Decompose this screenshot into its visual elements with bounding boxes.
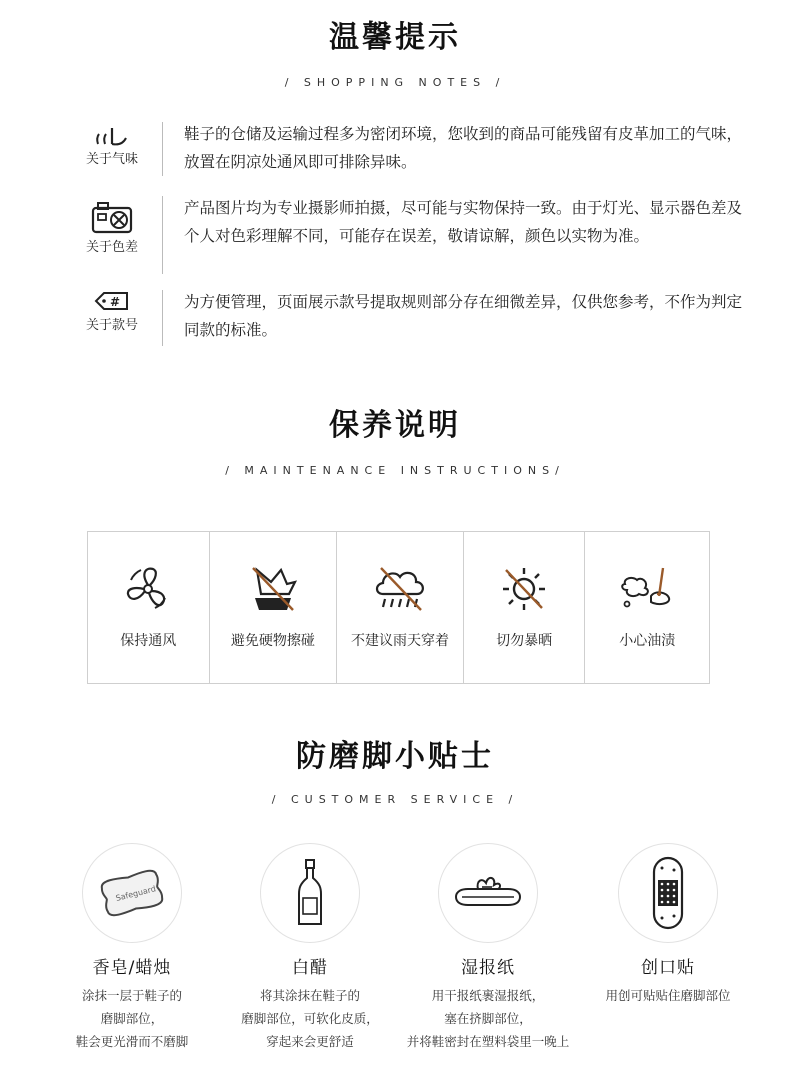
tip-icon-circle xyxy=(438,843,538,943)
svg-text:#: # xyxy=(110,295,121,309)
maintenance-label: 小心油渍 xyxy=(619,633,676,649)
tip-desc: 将其涂抹在鞋子的 磨脚部位，可软化皮质， 穿起来会更舒适 xyxy=(241,988,379,1049)
smell-icon: 关于气味 xyxy=(72,124,152,167)
maintenance-item xyxy=(464,532,586,683)
tip-wet-paper xyxy=(398,843,578,1053)
note-divider xyxy=(162,196,163,274)
shopping-title: 温馨提示 xyxy=(329,20,461,55)
tip-desc: 用创可贴贴住磨脚部位 xyxy=(605,988,731,1003)
tip-soap xyxy=(42,843,222,1053)
tip-icon-circle xyxy=(82,843,182,943)
maintenance-label: 避免硬物擦碰 xyxy=(230,633,315,649)
vinegar-bottle-icon xyxy=(295,858,325,928)
maintenance-label: 保持通风 xyxy=(120,633,177,649)
maintenance-label: 切勿暴晒 xyxy=(496,633,553,649)
camera-icon: 关于色差 xyxy=(72,200,152,255)
tag-icon: # 关于款号 xyxy=(85,295,138,333)
maintenance-subtitle: / MAINTENANCE INSTRUCTIONS/ xyxy=(225,464,565,477)
svg-text:Safeguard: Safeguard xyxy=(114,884,157,903)
oil-stain-icon xyxy=(617,564,677,614)
no-hard-object-icon xyxy=(247,564,299,614)
tip-desc: 涂抹一层于鞋子的 磨脚部位， 鞋会更光滑而不磨脚 xyxy=(75,988,189,1049)
tip-title: 香皂/蜡烛 xyxy=(92,958,172,978)
fan-icon xyxy=(123,564,173,614)
maintenance-label: 不建议雨天穿着 xyxy=(351,633,449,649)
maintenance-item xyxy=(210,532,338,683)
wet-wipes-icon xyxy=(452,873,524,913)
tip-vinegar xyxy=(220,843,400,1053)
note-divider xyxy=(162,122,163,176)
bandage-icon xyxy=(648,856,688,930)
tip-title: 湿报纸 xyxy=(461,958,515,978)
maintenance-grid xyxy=(87,531,710,684)
maintenance-item xyxy=(337,532,464,683)
tip-title: 创口贴 xyxy=(641,958,695,978)
soap-icon xyxy=(96,869,168,917)
service-subtitle: / CUSTOMER SERVICE / xyxy=(271,793,519,806)
note-text: 为方便管理，页面展示款号提取规则部分存在细微差异，仅供您参考，不作为判定同款的标准。 xyxy=(184,293,743,339)
maintenance-item xyxy=(585,532,709,683)
note-text: 鞋子的仓储及运输过程多为密闭环境，您收到的商品可能残留有皮革加工的气味，放置在阴凉处通风即可排除异味。 xyxy=(184,125,743,171)
service-title: 防磨脚小贴士 xyxy=(296,739,494,774)
tip-icon-circle xyxy=(618,843,718,943)
tip-title: 白醋 xyxy=(292,958,328,978)
note-divider xyxy=(162,290,163,346)
note-text: 产品图片均为专业摄影师拍摄，尽可能与实物保持一致。由于灯光、显示器色差及个人对色彩理解不同，可能存在误差，敬请谅解，颜色以实物为准。 xyxy=(184,199,743,245)
no-rain-icon xyxy=(371,564,429,614)
no-sun-icon xyxy=(498,564,550,614)
maintenance-item xyxy=(88,532,210,683)
maintenance-title: 保养说明 xyxy=(329,408,461,443)
shopping-subtitle: / SHOPPING NOTES / xyxy=(284,76,506,89)
tip-bandage xyxy=(578,843,758,1007)
tip-icon-circle xyxy=(260,843,360,943)
tip-desc: 用干报纸裹湿报纸， 塞在挤脚部位， 并将鞋密封在塑料袋里一晚上 xyxy=(406,988,570,1049)
